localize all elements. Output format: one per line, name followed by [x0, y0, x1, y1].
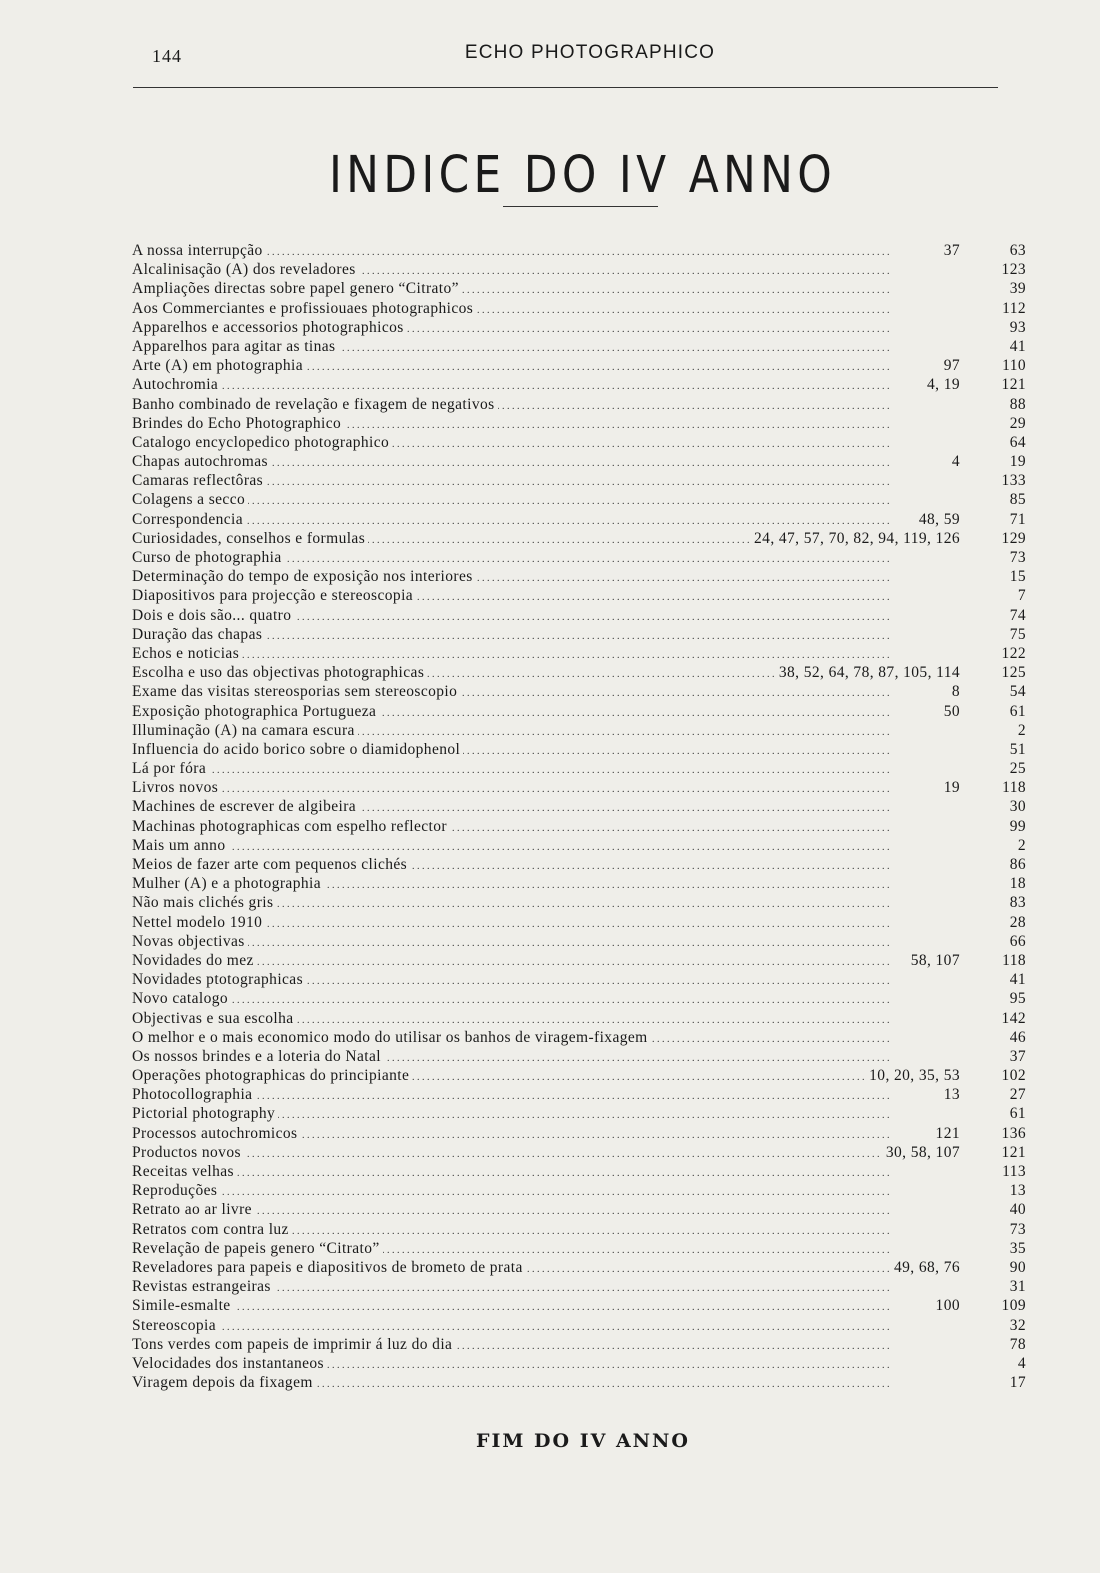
index-entry — [132, 855, 1030, 874]
entry-title: Tons verdes com papeis de imprimir á luz do dia — [132, 1335, 455, 1354]
index-entry — [132, 663, 1030, 682]
entry-page-number: 61 — [1009, 702, 1026, 720]
entry-references: 8 — [948, 682, 960, 701]
index-entry — [132, 1009, 1030, 1028]
entry-references: 4, 19 — [923, 375, 960, 394]
entry-page-number: 123 — [1001, 261, 1026, 279]
entry-references: 58, 107 — [907, 951, 960, 970]
index-entry — [132, 414, 1030, 433]
entry-references: 38, 52, 64, 78, 87, 105, 114 — [775, 663, 960, 682]
entry-references: 30, 58, 107 — [882, 1143, 960, 1162]
index-entry — [132, 1296, 1030, 1315]
entry-page-number: 25 — [1009, 760, 1026, 778]
index-entry — [132, 529, 1030, 548]
index-entry — [132, 1335, 1030, 1354]
index-entry — [132, 1316, 1030, 1335]
index-entry — [132, 586, 1030, 605]
entry-page-number: 125 — [1001, 664, 1026, 682]
entry-title: Autochromia — [132, 375, 221, 394]
entry-page-number: 2 — [1017, 836, 1026, 854]
entry-page-number: 129 — [1001, 529, 1026, 547]
index-entry — [132, 1373, 1030, 1392]
index-entry — [132, 548, 1030, 567]
entry-title: Aos Commerciantes e profissiouaes photographicos — [132, 299, 476, 318]
index-entry — [132, 471, 1030, 490]
index-entry — [132, 375, 1030, 394]
entry-page-number: 93 — [1009, 318, 1026, 336]
running-title: ECHO PHOTOGRAPHICO — [464, 42, 716, 63]
index-entry — [132, 1162, 1030, 1181]
entry-page-number: 4 — [1017, 1354, 1026, 1372]
entry-page-number: 78 — [1009, 1335, 1026, 1353]
index-entry — [132, 1239, 1030, 1258]
entry-title: A nossa interrupção — [132, 241, 266, 260]
index-entry — [132, 951, 1030, 970]
dot-leader — [132, 1162, 960, 1183]
entry-references: 19 — [940, 778, 960, 797]
dot-leader — [132, 1316, 960, 1337]
page-title: INDICE DO IV ANNO — [328, 146, 837, 206]
index-entry — [132, 510, 1030, 529]
entry-title: Operações photographicas do principiante — [132, 1066, 412, 1085]
entry-page-number: 122 — [1001, 644, 1026, 662]
entry-title: Viragem depois da fixagem — [132, 1373, 316, 1392]
entry-page-number: 136 — [1001, 1124, 1026, 1142]
entry-title: Retratos com contra luz — [132, 1220, 292, 1239]
entry-page-number: 54 — [1009, 683, 1026, 701]
entry-title: Lá por fóra — [132, 759, 209, 778]
title-rule — [503, 206, 658, 207]
entry-references: 97 — [940, 356, 960, 375]
dot-leader — [132, 375, 960, 396]
index-entry — [132, 299, 1030, 318]
dot-leader — [132, 1143, 960, 1164]
index-entry — [132, 337, 1030, 356]
entry-title: Retrato ao ar livre — [132, 1200, 255, 1219]
index-entry — [132, 433, 1030, 452]
entry-title: Camaras reflectôras — [132, 471, 266, 490]
index-entry — [132, 874, 1030, 893]
entry-page-number: 113 — [1002, 1163, 1026, 1180]
index-entry — [132, 1124, 1030, 1143]
entry-references: 49, 68, 76 — [890, 1258, 960, 1277]
entry-page-number: 112 — [1002, 299, 1026, 317]
entry-title: Revelação de papeis genero “Citrato” — [132, 1239, 383, 1258]
entry-title: Brindes do Echo Photographico — [132, 414, 344, 433]
entry-title: Illuminação (A) na camara escura — [132, 721, 358, 740]
index-entry — [132, 1066, 1030, 1085]
index-entry — [132, 241, 1030, 260]
entry-title: Chapas autochromas — [132, 452, 271, 471]
entry-title: Revistas estrangeiras — [132, 1277, 274, 1296]
entry-title: Echos e noticias — [132, 644, 242, 663]
entry-page-number: 19 — [1009, 453, 1026, 471]
entry-title: Novas objectivas — [132, 932, 248, 951]
entry-page-number: 27 — [1009, 1086, 1026, 1104]
index-entry — [132, 279, 1030, 298]
entry-title: Stereoscopia — [132, 1316, 219, 1335]
index-entry — [132, 702, 1030, 721]
entry-title: Receitas velhas — [132, 1162, 237, 1181]
entry-title: Influencia do acido borico sobre o diamidophenol — [132, 740, 463, 759]
dot-leader — [132, 1085, 960, 1106]
entry-title: Não mais clichés gris — [132, 893, 276, 912]
index-entry — [132, 817, 1030, 836]
entry-references: 4 — [948, 452, 960, 471]
entry-title: Velocidades dos instantaneos — [132, 1354, 327, 1373]
entry-title: Colagens a secco — [132, 490, 248, 509]
index-entry — [132, 759, 1030, 778]
entry-page-number: 35 — [1009, 1239, 1026, 1257]
index-entry — [132, 395, 1030, 414]
entry-page-number: 63 — [1009, 242, 1026, 259]
entry-title: Processos autochromicos — [132, 1124, 300, 1143]
entry-page-number: 37 — [1009, 1047, 1026, 1065]
index-entry — [132, 260, 1030, 279]
entry-page-number: 7 — [1017, 587, 1026, 605]
entry-page-number: 85 — [1009, 491, 1026, 509]
index-entry — [132, 740, 1030, 759]
entry-title: Machines de escrever de algibeira — [132, 797, 359, 816]
entry-title: Exame das visitas stereosporias sem stereoscopio — [132, 682, 460, 701]
entry-page-number: 71 — [1009, 510, 1026, 528]
entry-title: Apparelhos e accessorios photographicos — [132, 318, 407, 337]
index-entry — [132, 836, 1030, 855]
index-entry — [132, 644, 1030, 663]
entry-title: Diapositivos para projecção e stereoscopia — [132, 586, 416, 605]
index-entry — [132, 1220, 1030, 1239]
entry-title: Meios de fazer arte com pequenos clichés — [132, 855, 410, 874]
index-entry — [132, 318, 1030, 337]
entry-title: Curso de photographia — [132, 548, 285, 567]
dot-leader — [132, 490, 960, 511]
entry-title: Reproduções — [132, 1181, 220, 1200]
entry-page-number: 17 — [1009, 1374, 1026, 1392]
entry-page-number: 28 — [1009, 913, 1026, 931]
dot-leader — [132, 778, 960, 799]
entry-page-number: 40 — [1009, 1201, 1026, 1219]
entry-title: Catalogo encyclopedico photographico — [132, 433, 392, 452]
entry-page-number: 102 — [1001, 1067, 1026, 1085]
entry-title: Ampliações directas sobre papel genero “Citrato” — [132, 279, 462, 298]
entry-title: Determinação do tempo de exposição nos interiores — [132, 567, 476, 586]
entry-title: Nettel modelo 1910 — [132, 913, 265, 932]
entry-title: Curiosidades, conselhos e formulas — [132, 529, 368, 548]
index-entry — [132, 356, 1030, 375]
entry-page-number: 73 — [1009, 1220, 1026, 1238]
entry-page-number: 133 — [1001, 472, 1026, 490]
entry-page-number: 32 — [1009, 1316, 1026, 1334]
dot-leader — [132, 644, 960, 665]
entry-title: Correspondencia — [132, 510, 246, 529]
entry-title: Duração das chapas — [132, 625, 265, 644]
index-entry — [132, 452, 1030, 471]
entry-page-number: 88 — [1009, 395, 1026, 413]
entry-title: Mais um anno — [132, 836, 229, 855]
entry-page-number: 121 — [1001, 376, 1026, 394]
entry-page-number: 73 — [1009, 549, 1026, 566]
entry-references: 13 — [940, 1085, 960, 1104]
entry-title: Pictorial photography — [132, 1104, 278, 1123]
entry-title: Novo catalogo — [132, 989, 231, 1008]
entry-page-number: 118 — [1002, 779, 1026, 797]
entry-title: Machinas photographicas com espelho reflector — [132, 817, 450, 836]
entry-page-number: 13 — [1009, 1182, 1026, 1200]
entry-title: Objectivas e sua escolha — [132, 1009, 297, 1028]
index-entry — [132, 893, 1030, 912]
entry-references: 24, 47, 57, 70, 82, 94, 119, 126 — [750, 529, 960, 548]
entry-references: 10, 20, 35, 53 — [865, 1066, 960, 1085]
entry-page-number: 51 — [1009, 740, 1026, 758]
index-entry — [132, 606, 1030, 625]
index-entry — [132, 797, 1030, 816]
entry-title: Dois e dois são... quatro — [132, 606, 294, 625]
entry-page-number: 61 — [1009, 1105, 1026, 1123]
entry-title: Novidades ptotographicas — [132, 970, 306, 989]
entry-title: Mulher (A) e a photographia — [132, 874, 324, 893]
entry-page-number: 121 — [1001, 1143, 1026, 1161]
index-entry — [132, 778, 1030, 797]
index-entry — [132, 1354, 1030, 1373]
entry-title: Arte (A) em photographia — [132, 356, 306, 375]
entry-title: Novidades do mez — [132, 951, 257, 970]
entry-page-number: 99 — [1009, 817, 1026, 835]
entry-page-number: 90 — [1009, 1258, 1026, 1276]
dot-leader — [132, 932, 960, 953]
entry-title: Apparelhos para agitar as tinas — [132, 337, 339, 356]
index-entry — [132, 1028, 1030, 1047]
entry-title: Escolha e uso das objectivas photographicas — [132, 663, 427, 682]
entry-title: Livros novos — [132, 778, 221, 797]
entry-page-number: 46 — [1009, 1028, 1026, 1046]
index-entry — [132, 1181, 1030, 1200]
dot-leader — [132, 510, 960, 531]
dot-leader — [132, 1200, 960, 1221]
index-entry — [132, 989, 1030, 1008]
index-entry — [132, 913, 1030, 932]
closing-line: FIM DO IV ANNO — [476, 1430, 690, 1452]
entry-page-number: 31 — [1009, 1278, 1026, 1296]
entry-page-number: 66 — [1009, 932, 1026, 950]
index-entry — [132, 970, 1030, 989]
index-entry — [132, 721, 1030, 740]
dot-leader — [132, 759, 960, 780]
entry-page-number: 64 — [1009, 433, 1026, 451]
entry-page-number: 83 — [1009, 894, 1026, 912]
header-rule — [133, 87, 998, 88]
index-entry — [132, 932, 1030, 951]
page-number: 144 — [152, 46, 182, 66]
index-entry — [132, 1143, 1030, 1162]
entry-page-number: 30 — [1009, 798, 1026, 816]
entry-title: Os nossos brindes e a loteria do Natal — [132, 1047, 384, 1066]
entry-page-number: 86 — [1009, 856, 1026, 873]
entry-references: 121 — [932, 1124, 960, 1143]
entry-title: Alcalinisação (A) dos reveladores — [132, 260, 359, 279]
entry-references: 50 — [940, 702, 960, 721]
entry-page-number: 74 — [1009, 606, 1026, 624]
entry-title: Exposição photographica Portugueza — [132, 702, 379, 721]
entry-page-number: 39 — [1009, 280, 1026, 298]
entry-page-number: 95 — [1009, 990, 1026, 1008]
entry-title: Productos novos — [132, 1143, 244, 1162]
entry-page-number: 15 — [1009, 568, 1026, 586]
entry-title: Banho combinado de revelação e fixagem de negativos — [132, 395, 498, 414]
entry-title: Simile-esmalte — [132, 1296, 234, 1315]
index-entry — [132, 490, 1030, 509]
entry-page-number: 18 — [1009, 875, 1026, 893]
entry-page-number: 41 — [1009, 337, 1026, 355]
index-entry — [132, 1200, 1030, 1219]
index-entry — [132, 1277, 1030, 1296]
index-entry — [132, 625, 1030, 644]
index-list — [132, 241, 1030, 1392]
index-entry — [132, 1104, 1030, 1123]
entry-page-number: 75 — [1009, 625, 1026, 643]
entry-page-number: 41 — [1009, 971, 1026, 989]
entry-references: 48, 59 — [915, 510, 960, 529]
index-entry — [132, 1258, 1030, 1277]
entry-page-number: 110 — [1002, 357, 1026, 375]
entry-title: Photocollographia — [132, 1085, 255, 1104]
entry-page-number: 109 — [1001, 1297, 1026, 1315]
entry-references: 37 — [940, 241, 960, 260]
page-header — [0, 38, 1100, 68]
entry-page-number: 118 — [1002, 951, 1026, 969]
entry-page-number: 142 — [1001, 1009, 1026, 1027]
dot-leader — [132, 836, 960, 857]
dot-leader — [132, 1181, 960, 1202]
index-entry — [132, 1047, 1030, 1066]
index-entry — [132, 1085, 1030, 1104]
entry-page-number: 2 — [1017, 721, 1026, 739]
entry-title: O melhor e o mais economico modo do utilisar os banhos de viragem-fixagem — [132, 1028, 651, 1047]
dot-leader — [132, 989, 960, 1010]
entry-references: 100 — [932, 1296, 960, 1315]
entry-title: Reveladores para papeis e diapositivos de brometo de prata — [132, 1258, 526, 1277]
index-entry — [132, 567, 1030, 586]
entry-page-number: 29 — [1009, 414, 1026, 432]
dot-leader — [132, 1296, 960, 1317]
index-entry — [132, 682, 1030, 701]
